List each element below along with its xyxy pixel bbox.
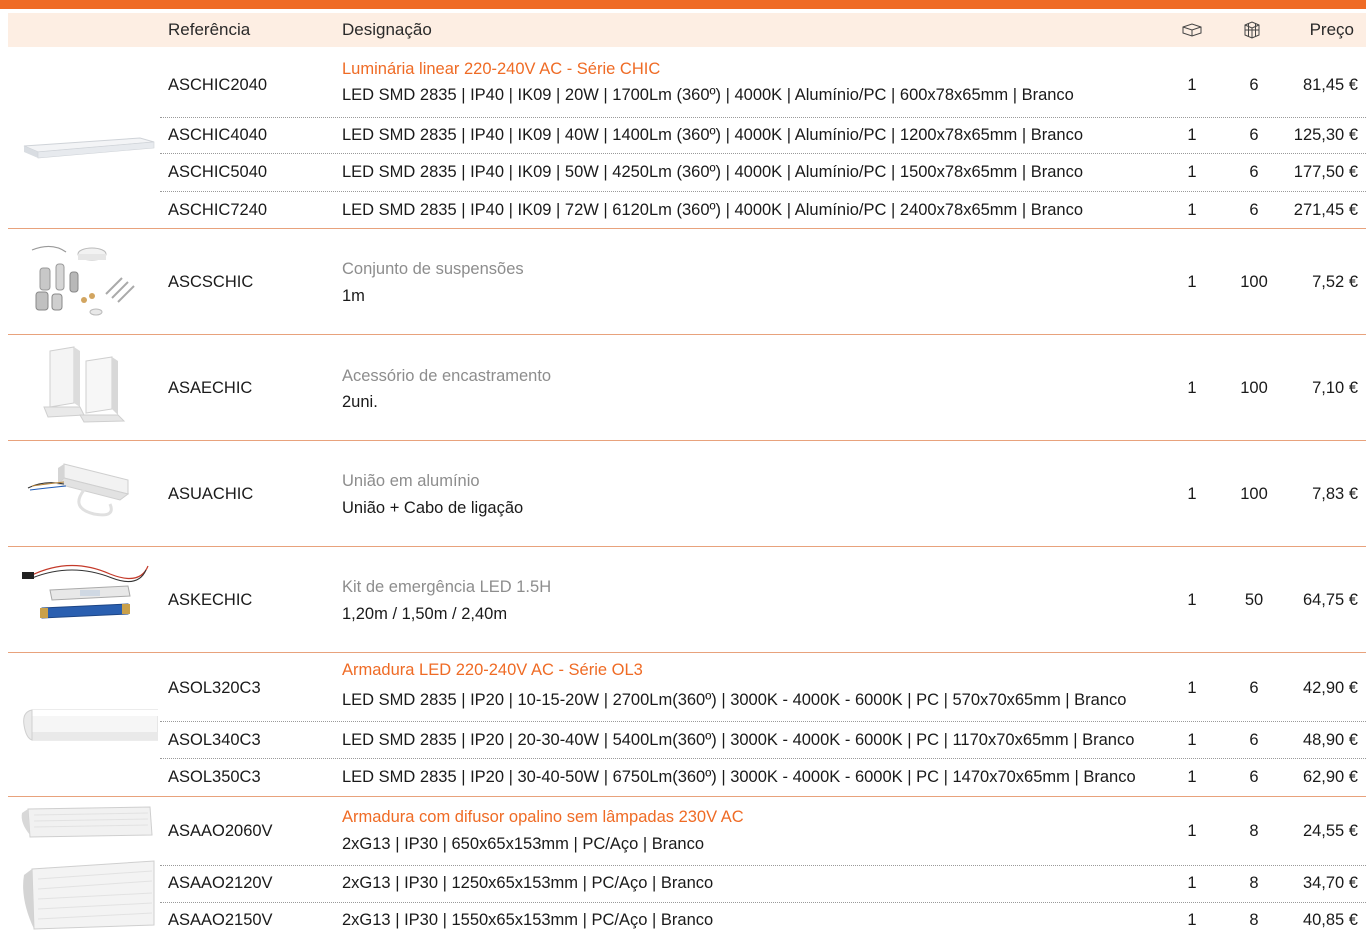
row-ref: ASAAO2120V bbox=[168, 874, 273, 892]
row-q2: 8 bbox=[1249, 822, 1259, 840]
row-divider bbox=[160, 117, 1366, 118]
emergency-kit-image bbox=[20, 560, 156, 630]
aluminium-joint-image bbox=[24, 458, 144, 524]
row-desc: 2xG13 | IP30 | 1250x65x153mm | PC/Aço | Branco bbox=[342, 874, 714, 892]
row-q2: 100 bbox=[1240, 485, 1268, 503]
row-price: 48,90 € bbox=[1302, 731, 1358, 749]
pallet-icon bbox=[1240, 13, 1264, 47]
row-ref: ASCHIC7240 bbox=[168, 201, 268, 219]
row-price: 7,83 € bbox=[1312, 485, 1358, 503]
row-desc: LED SMD 2835 | IP40 | IK09 | 50W | 4250Lm (360º) | 4000K | Alumínio/PC | 1500x78x65mm | Branco bbox=[342, 163, 1084, 181]
row-price: 271,45 € bbox=[1293, 201, 1358, 219]
row-q1: 1 bbox=[1187, 163, 1197, 181]
row-q1: 1 bbox=[1187, 485, 1197, 503]
row-q2: 6 bbox=[1249, 679, 1259, 697]
row-price: 42,90 € bbox=[1302, 679, 1358, 697]
row-price: 7,10 € bbox=[1312, 379, 1358, 397]
row-ref: ASCHIC4040 bbox=[168, 126, 268, 144]
row-q2: 6 bbox=[1249, 76, 1259, 94]
row-q1: 1 bbox=[1187, 874, 1197, 892]
group-divider bbox=[8, 546, 1366, 547]
linear-luminaire-image bbox=[20, 136, 156, 162]
row-price: 62,90 € bbox=[1302, 768, 1358, 786]
row-ref: ASOL340C3 bbox=[168, 731, 261, 749]
row-price: 40,85 € bbox=[1302, 911, 1358, 929]
row-price: 64,75 € bbox=[1302, 591, 1358, 609]
row-q2: 6 bbox=[1249, 201, 1259, 219]
group-divider bbox=[8, 652, 1366, 653]
row-ref: ASCHIC2040 bbox=[168, 76, 268, 94]
group-title: Conjunto de suspensões bbox=[342, 260, 524, 278]
row-q2: 6 bbox=[1249, 163, 1259, 181]
row-price: 34,70 € bbox=[1302, 874, 1358, 892]
row-divider bbox=[160, 902, 1366, 903]
row-divider bbox=[160, 153, 1366, 154]
row-q1: 1 bbox=[1187, 76, 1197, 94]
suspension-kit-image bbox=[22, 240, 142, 320]
row-ref: ASAAO2060V bbox=[168, 822, 273, 840]
top-accent-bar bbox=[0, 0, 1366, 9]
table-header bbox=[8, 13, 1366, 47]
row-q1: 1 bbox=[1187, 273, 1197, 291]
row-desc: 1,20m / 1,50m / 2,40m bbox=[342, 605, 508, 623]
recess-accessory-image bbox=[40, 345, 130, 423]
row-desc: 2xG13 | IP30 | 650x65x153mm | PC/Aço | Branco bbox=[342, 835, 704, 853]
row-ref: ASAECHIC bbox=[168, 379, 253, 397]
row-desc: União + Cabo de ligação bbox=[342, 499, 524, 517]
group-title: Armadura com difusor opalino sem lâmpadas 230V AC bbox=[342, 808, 744, 826]
row-ref: ASCHIC5040 bbox=[168, 163, 268, 181]
row-q2: 8 bbox=[1249, 911, 1259, 929]
group-title: Kit de emergência LED 1.5H bbox=[342, 578, 552, 596]
row-q2: 50 bbox=[1244, 591, 1264, 609]
row-desc: LED SMD 2835 | IP20 | 20-30-40W | 5400Lm(360º) | 3000K - 4000K - 6000K | PC | 1170x70x65mm | Branco bbox=[342, 731, 1135, 749]
row-price: 81,45 € bbox=[1302, 76, 1358, 94]
row-desc: 2uni. bbox=[342, 393, 378, 411]
row-q2: 100 bbox=[1240, 379, 1268, 397]
row-desc: LED SMD 2835 | IP20 | 30-40-50W | 6750Lm(360º) | 3000K - 4000K - 6000K | PC | 1470x70x65mm | Branco bbox=[342, 768, 1136, 786]
row-desc: 1m bbox=[342, 287, 365, 305]
row-q1: 1 bbox=[1187, 731, 1197, 749]
row-price: 177,50 € bbox=[1293, 163, 1358, 181]
row-q1: 1 bbox=[1187, 911, 1197, 929]
group-title: União em alumínio bbox=[342, 472, 480, 490]
col-header-referencia: Referência bbox=[168, 20, 251, 39]
row-q1: 1 bbox=[1187, 201, 1197, 219]
row-q2: 100 bbox=[1240, 273, 1268, 291]
group-title: Armadura LED 220-240V AC - Série OL3 bbox=[342, 661, 643, 679]
group-divider bbox=[8, 334, 1366, 335]
row-q1: 1 bbox=[1187, 822, 1197, 840]
row-divider bbox=[160, 865, 1366, 866]
row-ref: ASAAO2150V bbox=[168, 911, 273, 929]
row-q1: 1 bbox=[1187, 679, 1197, 697]
row-desc: LED SMD 2835 | IP40 | IK09 | 72W | 6120Lm (360º) | 4000K | Alumínio/PC | 2400x78x65mm | Branco bbox=[342, 201, 1084, 219]
led-batten-image bbox=[22, 706, 158, 746]
row-q1: 1 bbox=[1187, 126, 1197, 144]
row-divider bbox=[160, 758, 1366, 759]
opal-diffuser-fixture-image bbox=[20, 805, 156, 930]
col-header-designacao: Designação bbox=[342, 20, 432, 39]
row-price: 125,30 € bbox=[1293, 126, 1358, 144]
row-desc: 2xG13 | IP30 | 1550x65x153mm | PC/Aço | Branco bbox=[342, 911, 714, 929]
row-desc: LED SMD 2835 | IP40 | IK09 | 20W | 1700Lm (360º) | 4000K | Alumínio/PC | 600x78x65mm | Branco bbox=[342, 86, 1074, 104]
row-q1: 1 bbox=[1187, 379, 1197, 397]
row-ref: ASOL320C3 bbox=[168, 679, 261, 697]
group-title: Luminária linear 220-240V AC - Série CHIC bbox=[342, 60, 661, 78]
row-divider bbox=[160, 191, 1366, 192]
row-price: 24,55 € bbox=[1302, 822, 1358, 840]
row-q2: 6 bbox=[1249, 126, 1259, 144]
row-desc: LED SMD 2835 | IP40 | IK09 | 40W | 1400Lm (360º) | 4000K | Alumínio/PC | 1200x78x65mm | Branco bbox=[342, 126, 1084, 144]
row-q2: 6 bbox=[1249, 768, 1259, 786]
row-q1: 1 bbox=[1187, 768, 1197, 786]
group-divider bbox=[8, 440, 1366, 441]
row-ref: ASOL350C3 bbox=[168, 768, 261, 786]
row-q1: 1 bbox=[1187, 591, 1197, 609]
row-desc: LED SMD 2835 | IP20 | 10-15-20W | 2700Lm(360º) | 3000K - 4000K - 6000K | PC | 570x70x65mm | Branco bbox=[342, 691, 1127, 709]
group-divider bbox=[8, 228, 1366, 229]
row-ref: ASCSCHIC bbox=[168, 273, 254, 291]
row-price: 7,52 € bbox=[1312, 273, 1358, 291]
row-ref: ASUACHIC bbox=[168, 485, 254, 503]
group-title: Acessório de encastramento bbox=[342, 367, 552, 385]
box-icon bbox=[1180, 13, 1204, 47]
col-header-preco: Preço bbox=[1309, 20, 1354, 39]
row-divider bbox=[160, 721, 1366, 722]
row-ref: ASKECHIC bbox=[168, 591, 253, 609]
group-divider bbox=[8, 796, 1366, 797]
row-q2: 8 bbox=[1249, 874, 1259, 892]
row-q2: 6 bbox=[1249, 731, 1259, 749]
